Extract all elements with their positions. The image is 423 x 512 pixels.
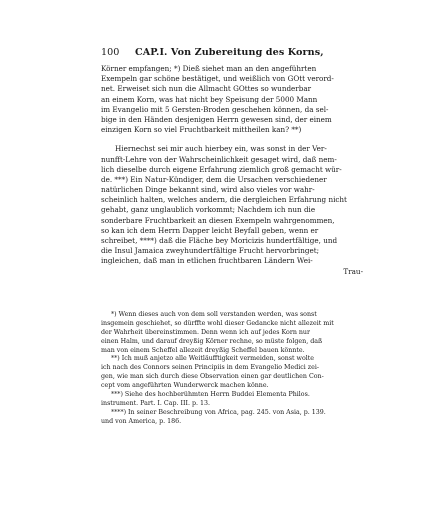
text-line: natürlichen Dinge bekannt sind, wird also vieles vor wahr- — [101, 185, 315, 195]
footnote-line: **) Ich muß anjetzo alle Weitläufftigkeit vermeiden, sonst wolte — [111, 355, 315, 363]
main-text — [101, 64, 363, 277]
footnote-line: einen Halm, und darauf dreyßig Körner rechne, so müste folgen, daß — [101, 337, 323, 345]
text-line: im Evangelio mit 5 Gersten-Broden geschehen können, da sel- — [101, 104, 329, 114]
footnote-line: und von America, p. 186. — [101, 417, 182, 425]
footnote-line: ****) In seiner Beschreibung von Africa, pag. 245. von Asia, p. 139. — [111, 408, 326, 416]
paragraph-break — [101, 135, 363, 144]
footnotes — [101, 311, 363, 427]
text-line: ingleichen, daß man in etlichen fruchtbaren Ländern Wei- — [101, 256, 313, 266]
text-line: einzigen Korn so viel Fruchtbarkeit mittheilen kan? **) — [101, 125, 302, 135]
text-line: Exempeln gar schöne bestätiget, und weißlich von GOtt verord- — [101, 74, 334, 84]
text-line: gehabt, ganz unglaublich vorkommt; Nachdem ich nun die — [101, 205, 316, 215]
page-number: 100 — [101, 47, 120, 58]
footnote-line: gen, wie man sich durch diese Observation einen gar deutlichen Con- — [101, 373, 324, 381]
text-line: de. ***) Ein Natur-Kündiger, dem die Ursachen verschiedener — [101, 174, 327, 184]
text-line: lich dieselbe durch eigene Erfahrung ziemlich groß gemacht wür- — [101, 164, 342, 174]
footnote-line: ich nach des Connors seinen Principiis in dem Evangelio Medici zei- — [101, 364, 319, 372]
text-line: bige in den Händen desjenigen Herrn gewesen sind, der einem — [101, 114, 332, 124]
footnote-line: instrument. Part. I. Cap. III. p. 13. — [101, 399, 211, 407]
text-line: Körner empfangen; *) Dieß siehet man an den angeführten — [101, 64, 317, 73]
text-line: an einem Korn, was hat nicht bey Speisung der 5000 Mann — [101, 94, 318, 104]
footnote-line: cept vom angeführten Wunderwerck machen könne. — [101, 382, 269, 390]
footnote-line: *) Wenn dieses auch von dem soll verstanden werden, was sonst — [111, 311, 317, 318]
running-title: CAP.I. Von Zubereitung des Korns, — [135, 47, 324, 58]
text-line: sonderbare Fruchtbarkeit an diesen Exempeln wahrgenommen, — [101, 215, 335, 225]
footnote-line: der Wahrheit übereinstimmen. Denn wenn ich auf jedes Korn nur — [101, 328, 311, 336]
text-line: Hiernechst sei mir auch hierbey ein, was sonst in der Ver- — [115, 144, 327, 154]
text-line: scheinlich halten, welches andern, die dergleichen Erfahrung nicht — [101, 195, 347, 205]
catchword: Trau- — [343, 266, 363, 276]
text-line: net. Erweiset sich nun die Allmacht GOttes so wunderbar — [101, 84, 312, 94]
footnote-line: man von einem Scheffel allezeit dreyßig Scheffel bauen könnte. — [101, 346, 305, 354]
text-line: so kan ich dem Herrn Dapper leicht Beyfall geben, wenn er — [101, 225, 319, 235]
footnote-line: insgemein geschiehet, so dürffte wohl dieser Gedancke nicht allezeit mit — [101, 319, 334, 327]
footnote-line: ***) Siehe des hochberühmten Herrn Buddei Elementa Philos. — [111, 391, 310, 399]
text-line: schreibet, ****) daß die Fläche bey Moricizis hundertfältige, und — [101, 236, 338, 245]
text-line: nunfft-Lehre von der Wahrscheinlichkeit gesaget wird, daß nem- — [101, 154, 337, 164]
text-line: die Insul Jamaica zweyhundertfältige Frucht hervorbringet; — [101, 246, 320, 256]
page-header — [101, 46, 363, 60]
